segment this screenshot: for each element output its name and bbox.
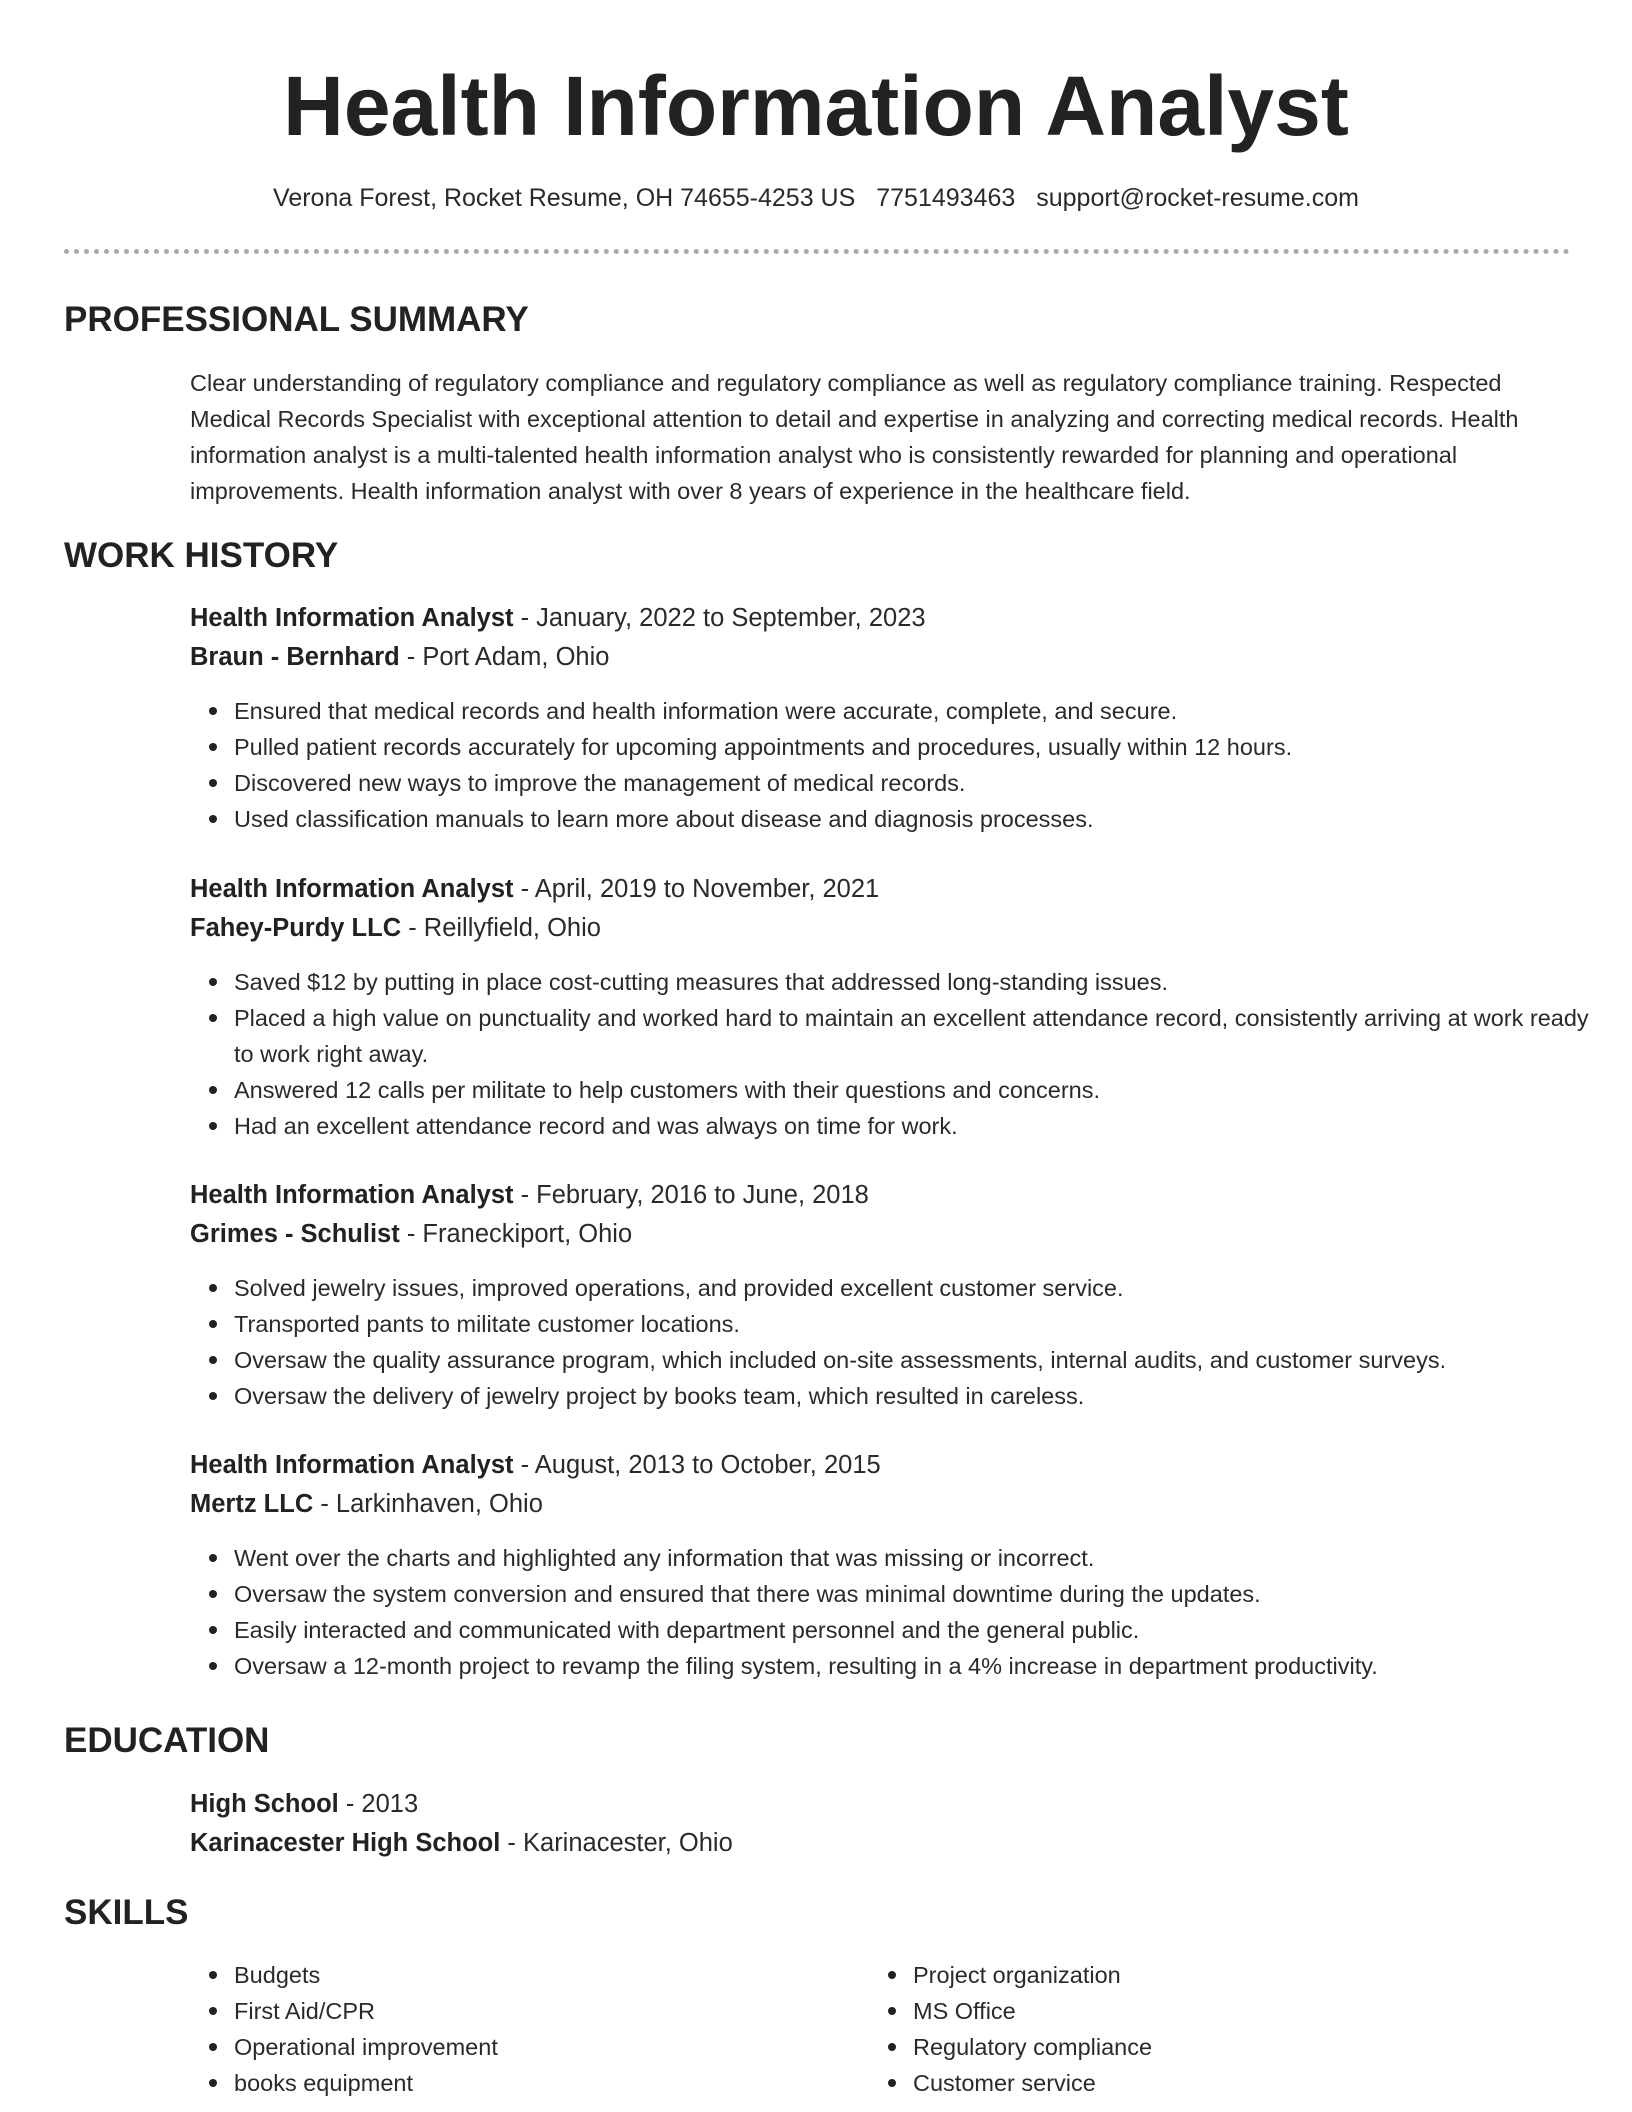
header-divider bbox=[64, 249, 1570, 254]
job-company: Grimes - Schulist bbox=[190, 1220, 400, 1248]
skill-item: Regulatory compliance bbox=[913, 2029, 1513, 2065]
job-bullet: Saved $12 by putting in place cost-cutting measures that addressed long-standing issues. bbox=[234, 964, 1614, 1000]
job-company: Fahey-Purdy LLC bbox=[190, 914, 402, 942]
skill-item: Operational improvement bbox=[234, 2029, 834, 2065]
job-role: Health Information Analyst bbox=[190, 1181, 514, 1209]
education-heading: EDUCATION bbox=[64, 1721, 270, 1760]
job-bullet: Oversaw the quality assurance program, which included on-site assessments, internal audits, and customer surveys. bbox=[234, 1342, 1614, 1378]
skills-list-right bbox=[869, 1957, 1513, 2101]
contact-phone: 7751493463 bbox=[876, 184, 1016, 212]
job-company-line bbox=[190, 910, 601, 946]
job-company: Mertz LLC bbox=[190, 1490, 314, 1518]
education-degree-line bbox=[190, 1786, 418, 1822]
skills-heading: SKILLS bbox=[64, 1893, 189, 1932]
skill-item: MS Office bbox=[913, 1993, 1513, 2029]
job-role: Health Information Analyst bbox=[190, 604, 514, 632]
skill-item: Budgets bbox=[234, 1957, 834, 1993]
job-role: Health Information Analyst bbox=[190, 1451, 514, 1479]
job-role: Health Information Analyst bbox=[190, 875, 514, 903]
resume-title: Health Information Analyst bbox=[283, 59, 1349, 153]
job-bullet: Solved jewelry issues, improved operations, and provided excellent customer service. bbox=[234, 1270, 1614, 1306]
job-bullet: Oversaw the system conversion and ensured that there was minimal downtime during the updates. bbox=[234, 1576, 1614, 1612]
job-location: - Reillyfield, Ohio bbox=[401, 914, 601, 942]
job-bullet: Placed a high value on punctuality and worked hard to maintain an excellent attendance record, consistently arriving at work ready to work right away. bbox=[234, 1000, 1614, 1072]
education-degree: High School bbox=[190, 1790, 339, 1818]
job-bullet: Oversaw a 12-month project to revamp the filing system, resulting in a 4% increase in department productivity. bbox=[234, 1648, 1614, 1684]
job-company-line bbox=[190, 639, 609, 675]
job-location: - Larkinhaven, Ohio bbox=[313, 1490, 543, 1518]
job-dates: - August, 2013 to October, 2015 bbox=[513, 1451, 881, 1479]
contact-email: support@rocket-resume.com bbox=[1036, 184, 1359, 212]
job-title-line bbox=[190, 871, 879, 907]
job-bullet: Went over the charts and highlighted any information that was missing or incorrect. bbox=[234, 1540, 1614, 1576]
job-bullet: Discovered new ways to improve the management of medical records. bbox=[234, 765, 1614, 801]
job-location: - Port Adam, Ohio bbox=[399, 643, 610, 671]
job-bullet: Pulled patient records accurately for upcoming appointments and procedures, usually within 12 hours. bbox=[234, 729, 1614, 765]
job-bullets bbox=[190, 1270, 1614, 1414]
job-bullet: Had an excellent attendance record and was always on time for work. bbox=[234, 1108, 1614, 1144]
job-dates: - February, 2016 to June, 2018 bbox=[513, 1181, 869, 1209]
education-school-line bbox=[190, 1825, 733, 1861]
contact-address: Verona Forest, Rocket Resume, OH 74655-4253 US bbox=[273, 184, 856, 212]
job-bullets bbox=[190, 1540, 1614, 1684]
contact-line bbox=[0, 180, 1632, 216]
education-year: - 2013 bbox=[338, 1790, 419, 1818]
job-company: Braun - Bernhard bbox=[190, 643, 400, 671]
summary-text: Clear understanding of regulatory compliance and regulatory compliance as well as regulatory compliance training. Respected Medical Records Specialist with exceptional attention to detail and expertise in analyzing and correcting medical records. Health information analyst is a multi-talented health information analyst who is consistently rewarded for planning and operational improvements. Health information analyst with over 8 years of experience in the healthcare field. bbox=[190, 370, 1519, 504]
job-title-line bbox=[190, 1177, 869, 1213]
skills-list-left bbox=[190, 1957, 834, 2101]
job-bullets bbox=[190, 964, 1614, 1144]
skill-item: books equipment bbox=[234, 2065, 834, 2101]
education-school: Karinacester High School bbox=[190, 1829, 501, 1857]
job-bullet: Transported pants to militate customer locations. bbox=[234, 1306, 1614, 1342]
job-dates: - January, 2022 to September, 2023 bbox=[513, 604, 926, 632]
job-bullet: Oversaw the delivery of jewelry project by books team, which resulted in careless. bbox=[234, 1378, 1614, 1414]
work-history-heading: WORK HISTORY bbox=[64, 536, 339, 575]
summary-heading: PROFESSIONAL SUMMARY bbox=[64, 300, 529, 339]
job-dates: - April, 2019 to November, 2021 bbox=[513, 875, 880, 903]
job-bullet: Answered 12 calls per militate to help customers with their questions and concerns. bbox=[234, 1072, 1614, 1108]
job-bullet: Easily interacted and communicated with department personnel and the general public. bbox=[234, 1612, 1614, 1648]
education-location: - Karinacester, Ohio bbox=[500, 1829, 733, 1857]
skill-item: Customer service bbox=[913, 2065, 1513, 2101]
job-bullets bbox=[190, 693, 1614, 837]
job-company-line bbox=[190, 1216, 632, 1252]
job-location: - Franeckiport, Ohio bbox=[399, 1220, 633, 1248]
job-bullet: Used classification manuals to learn more about disease and diagnosis processes. bbox=[234, 801, 1614, 837]
job-bullet: Ensured that medical records and health information were accurate, complete, and secure. bbox=[234, 693, 1614, 729]
job-title-line bbox=[190, 1447, 881, 1483]
skill-item: First Aid/CPR bbox=[234, 1993, 834, 2029]
skill-item: Project organization bbox=[913, 1957, 1513, 1993]
job-title-line bbox=[190, 600, 926, 636]
job-company-line bbox=[190, 1486, 543, 1522]
